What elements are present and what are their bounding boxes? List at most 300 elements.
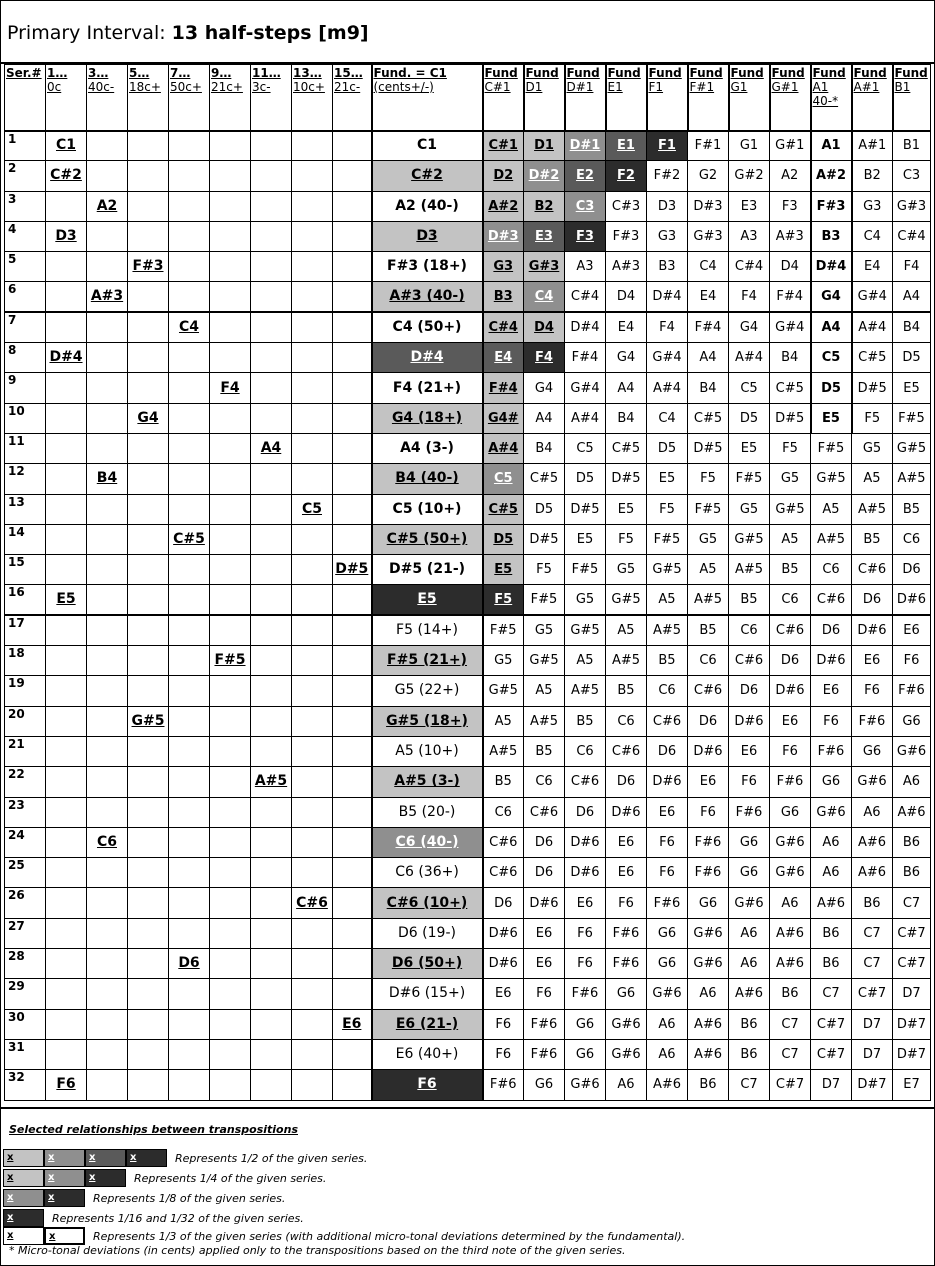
partial-cell: [169, 858, 210, 888]
partial-cell: [210, 1070, 251, 1100]
fundamental-cell: G#5 (18+): [372, 706, 483, 736]
partial-cell: [128, 555, 169, 585]
partial-cell: [46, 736, 87, 766]
partial-cell: [333, 343, 372, 373]
transposition-cell: F6: [606, 888, 647, 918]
fundamental-cell: D#5 (21-): [372, 555, 483, 585]
transposition-cell: F6: [688, 797, 729, 827]
partial-cell: E5: [46, 585, 87, 615]
partial-cell: [87, 979, 128, 1009]
transposition-cell: G4#: [483, 403, 524, 433]
transposition-cell: A#2: [811, 161, 852, 191]
partial-cell: [128, 676, 169, 706]
series-number: 27: [5, 918, 46, 948]
partial-cell: [46, 312, 87, 342]
transposition-cell: E6: [524, 918, 565, 948]
partial-cell: [251, 676, 292, 706]
partial-cell: [87, 1070, 128, 1100]
header-partial-6: [251, 65, 292, 131]
transposition-cell: G3: [852, 191, 893, 221]
transposition-cell: C#3: [606, 191, 647, 221]
transposition-cell: E6: [729, 736, 770, 766]
transposition-cell: A#6: [852, 858, 893, 888]
series-row: [5, 1009, 931, 1039]
partial-cell: [46, 403, 87, 433]
transposition-cell: E6: [606, 858, 647, 888]
series-row: [5, 646, 931, 676]
transposition-cell: D#2: [524, 161, 565, 191]
transposition-cell: E6: [688, 767, 729, 797]
fundamental-cell: A5 (10+): [372, 736, 483, 766]
header-bottom-text: C#1: [484, 80, 511, 94]
transposition-cell: B6: [893, 827, 931, 857]
header-bottom-text: (cents+/-): [373, 80, 434, 94]
legend-row-third: [3, 1227, 685, 1245]
partial-cell: [169, 161, 210, 191]
partial-cell: [210, 585, 251, 615]
partial-cell: [210, 888, 251, 918]
transposition-cell: A#5: [688, 585, 729, 615]
transposition-cell: D#6: [688, 736, 729, 766]
partial-cell: [333, 524, 372, 554]
partial-cell: [46, 191, 87, 221]
header-top-text: 3…: [88, 66, 109, 80]
partial-cell: [292, 827, 333, 857]
transposition-cell: A#6: [770, 918, 811, 948]
fundamental-cell: D6 (50+): [372, 949, 483, 979]
transposition-cell: C#6: [524, 797, 565, 827]
partial-cell: [169, 403, 210, 433]
fundamental-cell: F4 (21+): [372, 373, 483, 403]
partial-cell: [128, 949, 169, 979]
transposition-cell: A5: [811, 494, 852, 524]
legend-swatch: x: [44, 1149, 85, 1167]
partial-cell: [210, 858, 251, 888]
transposition-cell: G#6: [606, 1009, 647, 1039]
transposition-cell: B6: [770, 979, 811, 1009]
transposition-cell: D7: [852, 1039, 893, 1069]
series-number: 13: [5, 494, 46, 524]
transposition-cell: G#1: [770, 131, 811, 161]
transposition-cell: A5: [852, 464, 893, 494]
partial-cell: [251, 1070, 292, 1100]
partial-cell: F#3: [128, 252, 169, 282]
transposition-cell: B3: [647, 252, 688, 282]
header-bottom-text: 10c+: [293, 80, 325, 94]
legend-row-sixteenth: [3, 1209, 304, 1227]
fundamental-cell: D6 (19-): [372, 918, 483, 948]
transposition-cell: B3: [483, 282, 524, 312]
transposition-cell: G4: [811, 282, 852, 312]
transposition-cell: F#3: [606, 221, 647, 251]
series-row: [5, 433, 931, 463]
transposition-cell: C6: [524, 767, 565, 797]
partial-cell: [210, 343, 251, 373]
header-partial-8: [333, 65, 372, 131]
partial-cell: [292, 252, 333, 282]
header-top-text: 1…: [47, 66, 68, 80]
transposition-cell: F6: [483, 1039, 524, 1069]
transposition-cell: C6: [483, 797, 524, 827]
transposition-cell: G#5: [811, 464, 852, 494]
transposition-cell: E6: [647, 797, 688, 827]
transposition-cell: D#6: [770, 676, 811, 706]
transposition-cell: F#4: [565, 343, 606, 373]
transposition-cell: F5: [524, 555, 565, 585]
transposition-cell: G6: [811, 767, 852, 797]
partial-cell: [169, 282, 210, 312]
partial-cell: [46, 797, 87, 827]
transposition-cell: F#5: [524, 585, 565, 615]
transposition-cell: G4: [524, 373, 565, 403]
partial-cell: [292, 858, 333, 888]
series-row: [5, 131, 931, 161]
partial-cell: [251, 706, 292, 736]
partial-cell: C#6: [292, 888, 333, 918]
transposition-cell: E4: [483, 343, 524, 373]
transposition-cell: C6: [688, 646, 729, 676]
partial-cell: [87, 615, 128, 645]
page-title: [1, 1, 934, 64]
series-number: 2: [5, 161, 46, 191]
partial-cell: [87, 161, 128, 191]
transposition-cell: D4: [770, 252, 811, 282]
header-transposition-3: [565, 65, 606, 131]
header-transposition-2: [524, 65, 565, 131]
legend-row-eighth: [3, 1189, 285, 1207]
transposition-cell: D#4: [565, 312, 606, 342]
partial-cell: [169, 494, 210, 524]
partial-cell: [333, 1039, 372, 1069]
legend-swatch: x: [3, 1227, 44, 1245]
series-row: [5, 373, 931, 403]
legend-swatch: x: [3, 1149, 44, 1167]
partial-cell: [169, 646, 210, 676]
partial-cell: [169, 767, 210, 797]
transposition-cell: B5: [647, 646, 688, 676]
transposition-cell: C7: [729, 1070, 770, 1100]
transposition-cell: B4: [688, 373, 729, 403]
transposition-cell: E7: [893, 1070, 931, 1100]
series-number: 31: [5, 1039, 46, 1069]
partial-cell: [292, 918, 333, 948]
partial-cell: [251, 888, 292, 918]
transposition-cell: A4: [606, 373, 647, 403]
header-bottom-text: E1: [607, 80, 623, 94]
partial-cell: [210, 615, 251, 645]
partial-cell: [46, 282, 87, 312]
partial-cell: [251, 615, 292, 645]
transposition-cell: A#4: [729, 343, 770, 373]
header-top-text: 9…: [211, 66, 232, 80]
series-number: 25: [5, 858, 46, 888]
series-number: 15: [5, 555, 46, 585]
partial-cell: C#2: [46, 161, 87, 191]
partial-cell: [46, 252, 87, 282]
transposition-cell: A6: [852, 797, 893, 827]
transposition-cell: F#5: [811, 433, 852, 463]
header-top-text: Fund: [894, 66, 928, 80]
transposition-cell: A#6: [688, 1009, 729, 1039]
transposition-cell: C#6: [688, 676, 729, 706]
partial-cell: [292, 646, 333, 676]
series-row: [5, 918, 931, 948]
transposition-cell: A5: [606, 615, 647, 645]
partial-cell: G#5: [128, 706, 169, 736]
header-bottom-text: G#1: [771, 80, 799, 94]
header-top-text: 13…: [293, 66, 322, 80]
transposition-cell: B6: [811, 949, 852, 979]
transposition-cell: E5: [606, 494, 647, 524]
transposition-cell: G5: [483, 646, 524, 676]
partial-cell: [210, 736, 251, 766]
series-number: 7: [5, 312, 46, 342]
partial-cell: [46, 1009, 87, 1039]
partial-cell: [210, 797, 251, 827]
partial-cell: [292, 1039, 333, 1069]
partial-cell: [251, 827, 292, 857]
partial-cell: [46, 615, 87, 645]
partial-cell: [87, 858, 128, 888]
transposition-cell: C#6: [770, 615, 811, 645]
partial-cell: [87, 767, 128, 797]
transposition-cell: E6: [852, 646, 893, 676]
partial-cell: [251, 312, 292, 342]
partial-cell: [333, 706, 372, 736]
transposition-cell: D6: [729, 676, 770, 706]
series-number: 1: [5, 131, 46, 161]
transposition-cell: G1: [729, 131, 770, 161]
transposition-cell: F#3: [811, 191, 852, 221]
partial-cell: [169, 1070, 210, 1100]
partial-cell: [333, 615, 372, 645]
partial-cell: [251, 524, 292, 554]
transposition-cell: A#4: [647, 373, 688, 403]
transposition-cell: G#6: [852, 767, 893, 797]
transposition-cell: F#5: [483, 615, 524, 645]
transposition-cell: D5: [729, 403, 770, 433]
header-top-text: 7…: [170, 66, 191, 80]
partial-cell: [292, 343, 333, 373]
partial-cell: [292, 433, 333, 463]
transposition-cell: A3: [729, 221, 770, 251]
transposition-cell: B5: [688, 615, 729, 645]
series-row: [5, 464, 931, 494]
partial-cell: D#4: [46, 343, 87, 373]
legend: [1, 1107, 934, 1265]
footnote: * Micro-tonal deviations (in cents) applied only to the transpositions based on the third note of the given series.: [9, 1244, 626, 1257]
series-number: 21: [5, 736, 46, 766]
transposition-cell: G#6: [770, 858, 811, 888]
partial-cell: [87, 373, 128, 403]
partial-cell: [210, 524, 251, 554]
transposition-cell: D#7: [893, 1039, 931, 1069]
transposition-cell: E5: [647, 464, 688, 494]
transposition-cell: F1: [647, 131, 688, 161]
transposition-cell: D#5: [688, 433, 729, 463]
transposition-cell: C#7: [893, 918, 931, 948]
transposition-cell: E4: [852, 252, 893, 282]
transposition-cell: D#7: [893, 1009, 931, 1039]
transposition-cell: D#6: [811, 646, 852, 676]
partial-cell: [128, 797, 169, 827]
partial-cell: [251, 373, 292, 403]
transposition-cell: C#6: [606, 736, 647, 766]
partial-cell: [169, 585, 210, 615]
transposition-cell: E4: [606, 312, 647, 342]
partial-cell: A#5: [251, 767, 292, 797]
partial-cell: [169, 433, 210, 463]
transposition-cell: E5: [729, 433, 770, 463]
header-partial-5: [210, 65, 251, 131]
partial-cell: [292, 1009, 333, 1039]
transposition-cell: F#6: [647, 888, 688, 918]
transposition-cell: G#5: [524, 646, 565, 676]
fundamental-cell: C#5 (50+): [372, 524, 483, 554]
transposition-cell: A#5: [483, 736, 524, 766]
transposition-cell: E2: [565, 161, 606, 191]
transposition-cell: B6: [811, 918, 852, 948]
transposition-cell: C#4: [729, 252, 770, 282]
partial-cell: [333, 797, 372, 827]
transposition-cell: A4: [524, 403, 565, 433]
transposition-cell: G#6: [770, 827, 811, 857]
transposition-cell: C4: [688, 252, 729, 282]
header-bottom-text: F#1: [689, 80, 715, 94]
transposition-cell: E5: [483, 555, 524, 585]
header-top-text: Fund: [730, 66, 764, 80]
legend-swatch: x: [3, 1169, 44, 1187]
transposition-cell: A5: [770, 524, 811, 554]
partial-cell: [169, 706, 210, 736]
transposition-cell: G#2: [729, 161, 770, 191]
series-number: 32: [5, 1070, 46, 1100]
partial-cell: [128, 464, 169, 494]
transposition-cell: F#5: [688, 494, 729, 524]
transposition-cell: B4: [606, 403, 647, 433]
transposition-cell: C7: [811, 979, 852, 1009]
partial-cell: [333, 161, 372, 191]
transposition-cell: E3: [729, 191, 770, 221]
transposition-cell: F6: [770, 736, 811, 766]
partial-cell: [292, 373, 333, 403]
transposition-cell: A6: [647, 1039, 688, 1069]
header-transposition-7: [729, 65, 770, 131]
transposition-cell: A#2: [483, 191, 524, 221]
partial-cell: [46, 494, 87, 524]
transposition-cell: A3: [565, 252, 606, 282]
header-partial-2: [87, 65, 128, 131]
partial-cell: [251, 343, 292, 373]
fundamental-cell: C5 (10+): [372, 494, 483, 524]
partial-cell: [46, 706, 87, 736]
legend-text: Represents 1/2 of the given series.: [175, 1151, 368, 1165]
transposition-cell: B4: [893, 312, 931, 342]
transposition-cell: A4: [893, 282, 931, 312]
transposition-cell: A#6: [811, 888, 852, 918]
partial-cell: [128, 979, 169, 1009]
transposition-cell: C#6: [811, 585, 852, 615]
transposition-cell: G5: [606, 555, 647, 585]
transposition-cell: C6: [565, 736, 606, 766]
partial-cell: [210, 555, 251, 585]
partial-cell: [128, 221, 169, 251]
transposition-cell: F#6: [524, 1009, 565, 1039]
partial-cell: [169, 676, 210, 706]
transposition-cell: A#6: [770, 949, 811, 979]
header-row: [5, 65, 931, 131]
header-bottom-text: D1: [525, 80, 543, 94]
series-number: 3: [5, 191, 46, 221]
transposition-cell: G#3: [524, 252, 565, 282]
legend-text: Represents 1/3 of the given series (with additional micro-tonal deviations determined by the fundamental).: [93, 1229, 686, 1243]
header-top-text: Fund: [648, 66, 682, 80]
transposition-cell: A#6: [893, 797, 931, 827]
partial-cell: [333, 282, 372, 312]
partial-cell: F6: [46, 1070, 87, 1100]
transposition-cell: D#6: [606, 797, 647, 827]
header-top-text: Ser.#: [6, 66, 42, 80]
transposition-cell: A4: [688, 343, 729, 373]
transposition-cell: G#5: [483, 676, 524, 706]
transposition-cell: B3: [811, 221, 852, 251]
partial-cell: [333, 131, 372, 161]
transposition-cell: F6: [647, 858, 688, 888]
transposition-cell: G#3: [688, 221, 729, 251]
series-row: [5, 191, 931, 221]
partial-cell: [210, 1009, 251, 1039]
legend-swatch: x: [44, 1189, 85, 1207]
transposition-cell: F#6: [606, 918, 647, 948]
partial-cell: [210, 1039, 251, 1069]
transposition-cell: D#6: [647, 767, 688, 797]
transposition-cell: C#5: [688, 403, 729, 433]
partial-cell: [128, 767, 169, 797]
transposition-cell: C#1: [483, 131, 524, 161]
transposition-cell: A5: [647, 585, 688, 615]
partial-cell: [251, 585, 292, 615]
partial-cell: D6: [169, 949, 210, 979]
transposition-cell: F4: [729, 282, 770, 312]
transposition-cell: D5: [647, 433, 688, 463]
transposition-cell: F3: [565, 221, 606, 251]
transposition-cell: G4: [729, 312, 770, 342]
partial-cell: [46, 888, 87, 918]
fundamental-cell: F5 (14+): [372, 615, 483, 645]
transposition-cell: D#3: [688, 191, 729, 221]
transposition-cell: F6: [483, 1009, 524, 1039]
partial-cell: [210, 979, 251, 1009]
transposition-cell: B6: [893, 858, 931, 888]
partial-cell: [169, 191, 210, 221]
series-number: 16: [5, 585, 46, 615]
legend-text: Represents 1/4 of the given series.: [134, 1171, 327, 1185]
partial-cell: [128, 827, 169, 857]
partial-cell: [333, 736, 372, 766]
partial-cell: [292, 615, 333, 645]
transposition-cell: A4: [811, 312, 852, 342]
transposition-cell: B4: [524, 433, 565, 463]
series-row: [5, 252, 931, 282]
partial-cell: [210, 827, 251, 857]
transposition-cell: B6: [729, 1039, 770, 1069]
partial-cell: [128, 736, 169, 766]
transposition-cell: C6: [729, 615, 770, 645]
partial-cell: [169, 464, 210, 494]
legend-swatch: x: [44, 1227, 85, 1245]
partial-cell: [169, 615, 210, 645]
series-number: 30: [5, 1009, 46, 1039]
